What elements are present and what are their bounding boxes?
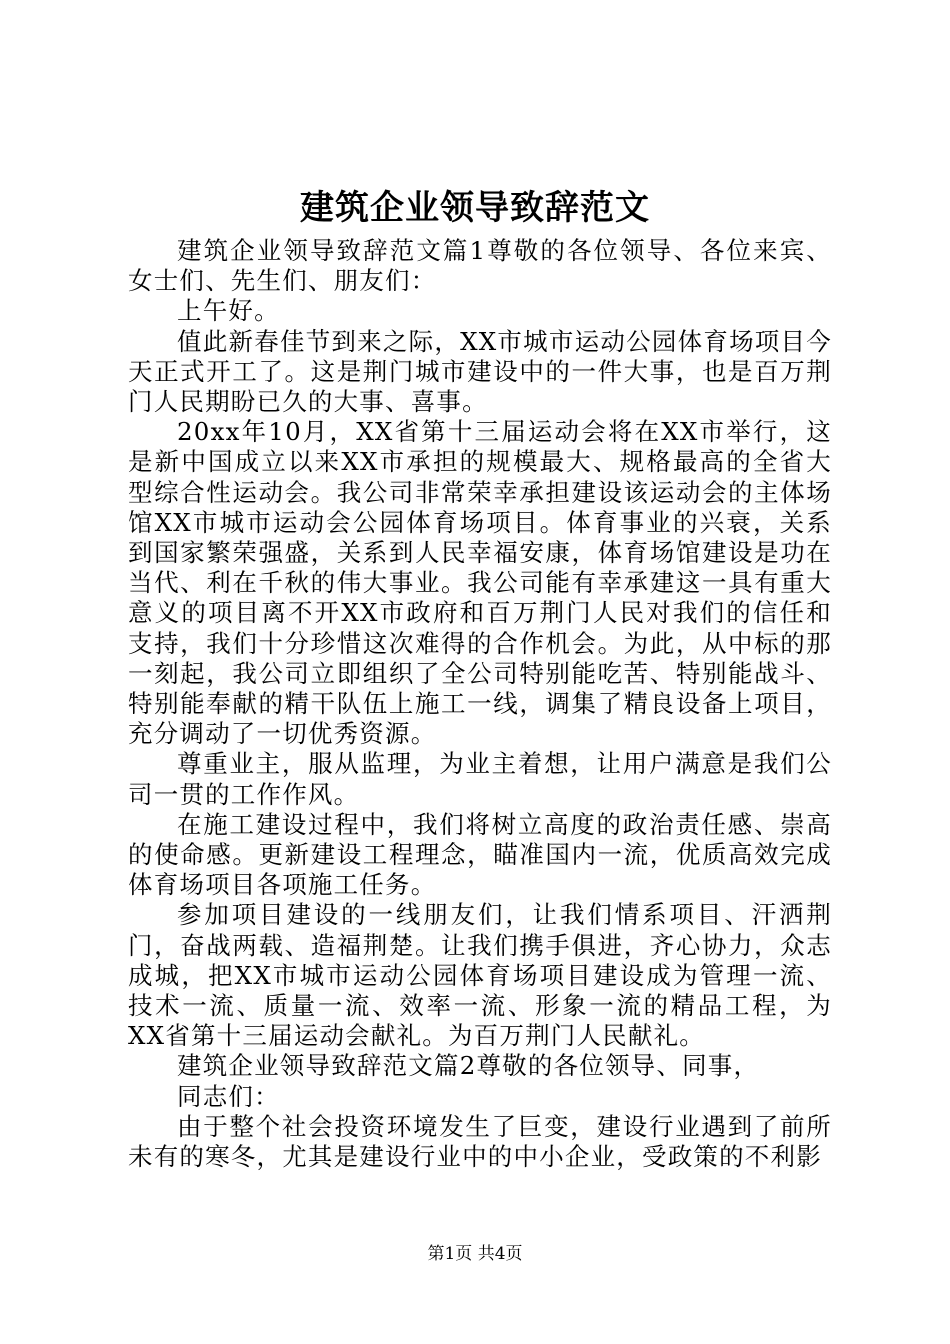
- page-footer: 第1页 共4页: [427, 1244, 523, 1264]
- paragraph: 尊重业主，服从监理，为业主着想，让用户满意是我们公司一贯的工作作风。: [128, 749, 832, 809]
- paragraph: 建筑企业领导致辞范文篇2尊敬的各位领导、同事，: [177, 1051, 760, 1081]
- paragraph: 参加项目建设的一线朋友们，让我们情系项目、汗洒荆门，奋战两载、造福荆楚。让我们携手俱进，齐心协力，众志成城，把XX市城市运动公园体育场项目建设成为管理一流、技术一流、质量一流、效率一流、形象一流的精品工程，为XX省第十三届运动会献礼。为百万荆门人民献礼。: [128, 900, 832, 1051]
- paragraph: 值此新春佳节到来之际，XX市城市运动公园体育场项目今天正式开工了。这是荆门城市建设中的一件大事，也是百万荆门人民期盼已久的大事、喜事。: [128, 326, 832, 417]
- paragraph: 上午好。: [177, 296, 280, 326]
- document-body: [128, 236, 832, 1172]
- page-title: 建筑企业领导致辞范文: [300, 188, 650, 228]
- paragraph: 在施工建设过程中，我们将树立高度的政治责任感、崇高的使命感。更新建设工程理念，瞄准国内一流，优质高效完成体育场项目各项施工任务。: [128, 809, 832, 900]
- paragraph: 建筑企业领导致辞范文篇1尊敬的各位领导、各位来宾、女士们、先生们、朋友们：: [128, 236, 832, 296]
- paragraph: 由于整个社会投资环境发生了巨变，建设行业遇到了前所未有的寒冬，尤其是建设行业中的中小企业，受政策的不利影: [128, 1111, 832, 1172]
- paragraph: 同志们：: [177, 1081, 280, 1111]
- paragraph: 20xx年10月，XX省第十三届运动会将在XX市举行，这是新中国成立以来XX市承担的规模最大、规格最高的全省大型综合性运动会。我公司非常荣幸承担建设该运动会的主体场馆XX市城市运动会公园体育场项目。体育事业的兴衰，关系到国家繁荣强盛，关系到人民幸福安康，体育场馆建设是功在当代、利在千秋的伟大事业。我公司能有幸承建这一具有重大意义的项目离不开XX市政府和百万荆门人民对我们的信任和支持，我们十分珍惜这次难得的合作机会。为此，从中标的那一刻起，我公司立即组织了全公司特别能吃苦、特别能战斗、特别能奉献的精干队伍上施工一线，调集了精良设备上项目，充分调动了一切优秀资源。: [128, 417, 832, 749]
